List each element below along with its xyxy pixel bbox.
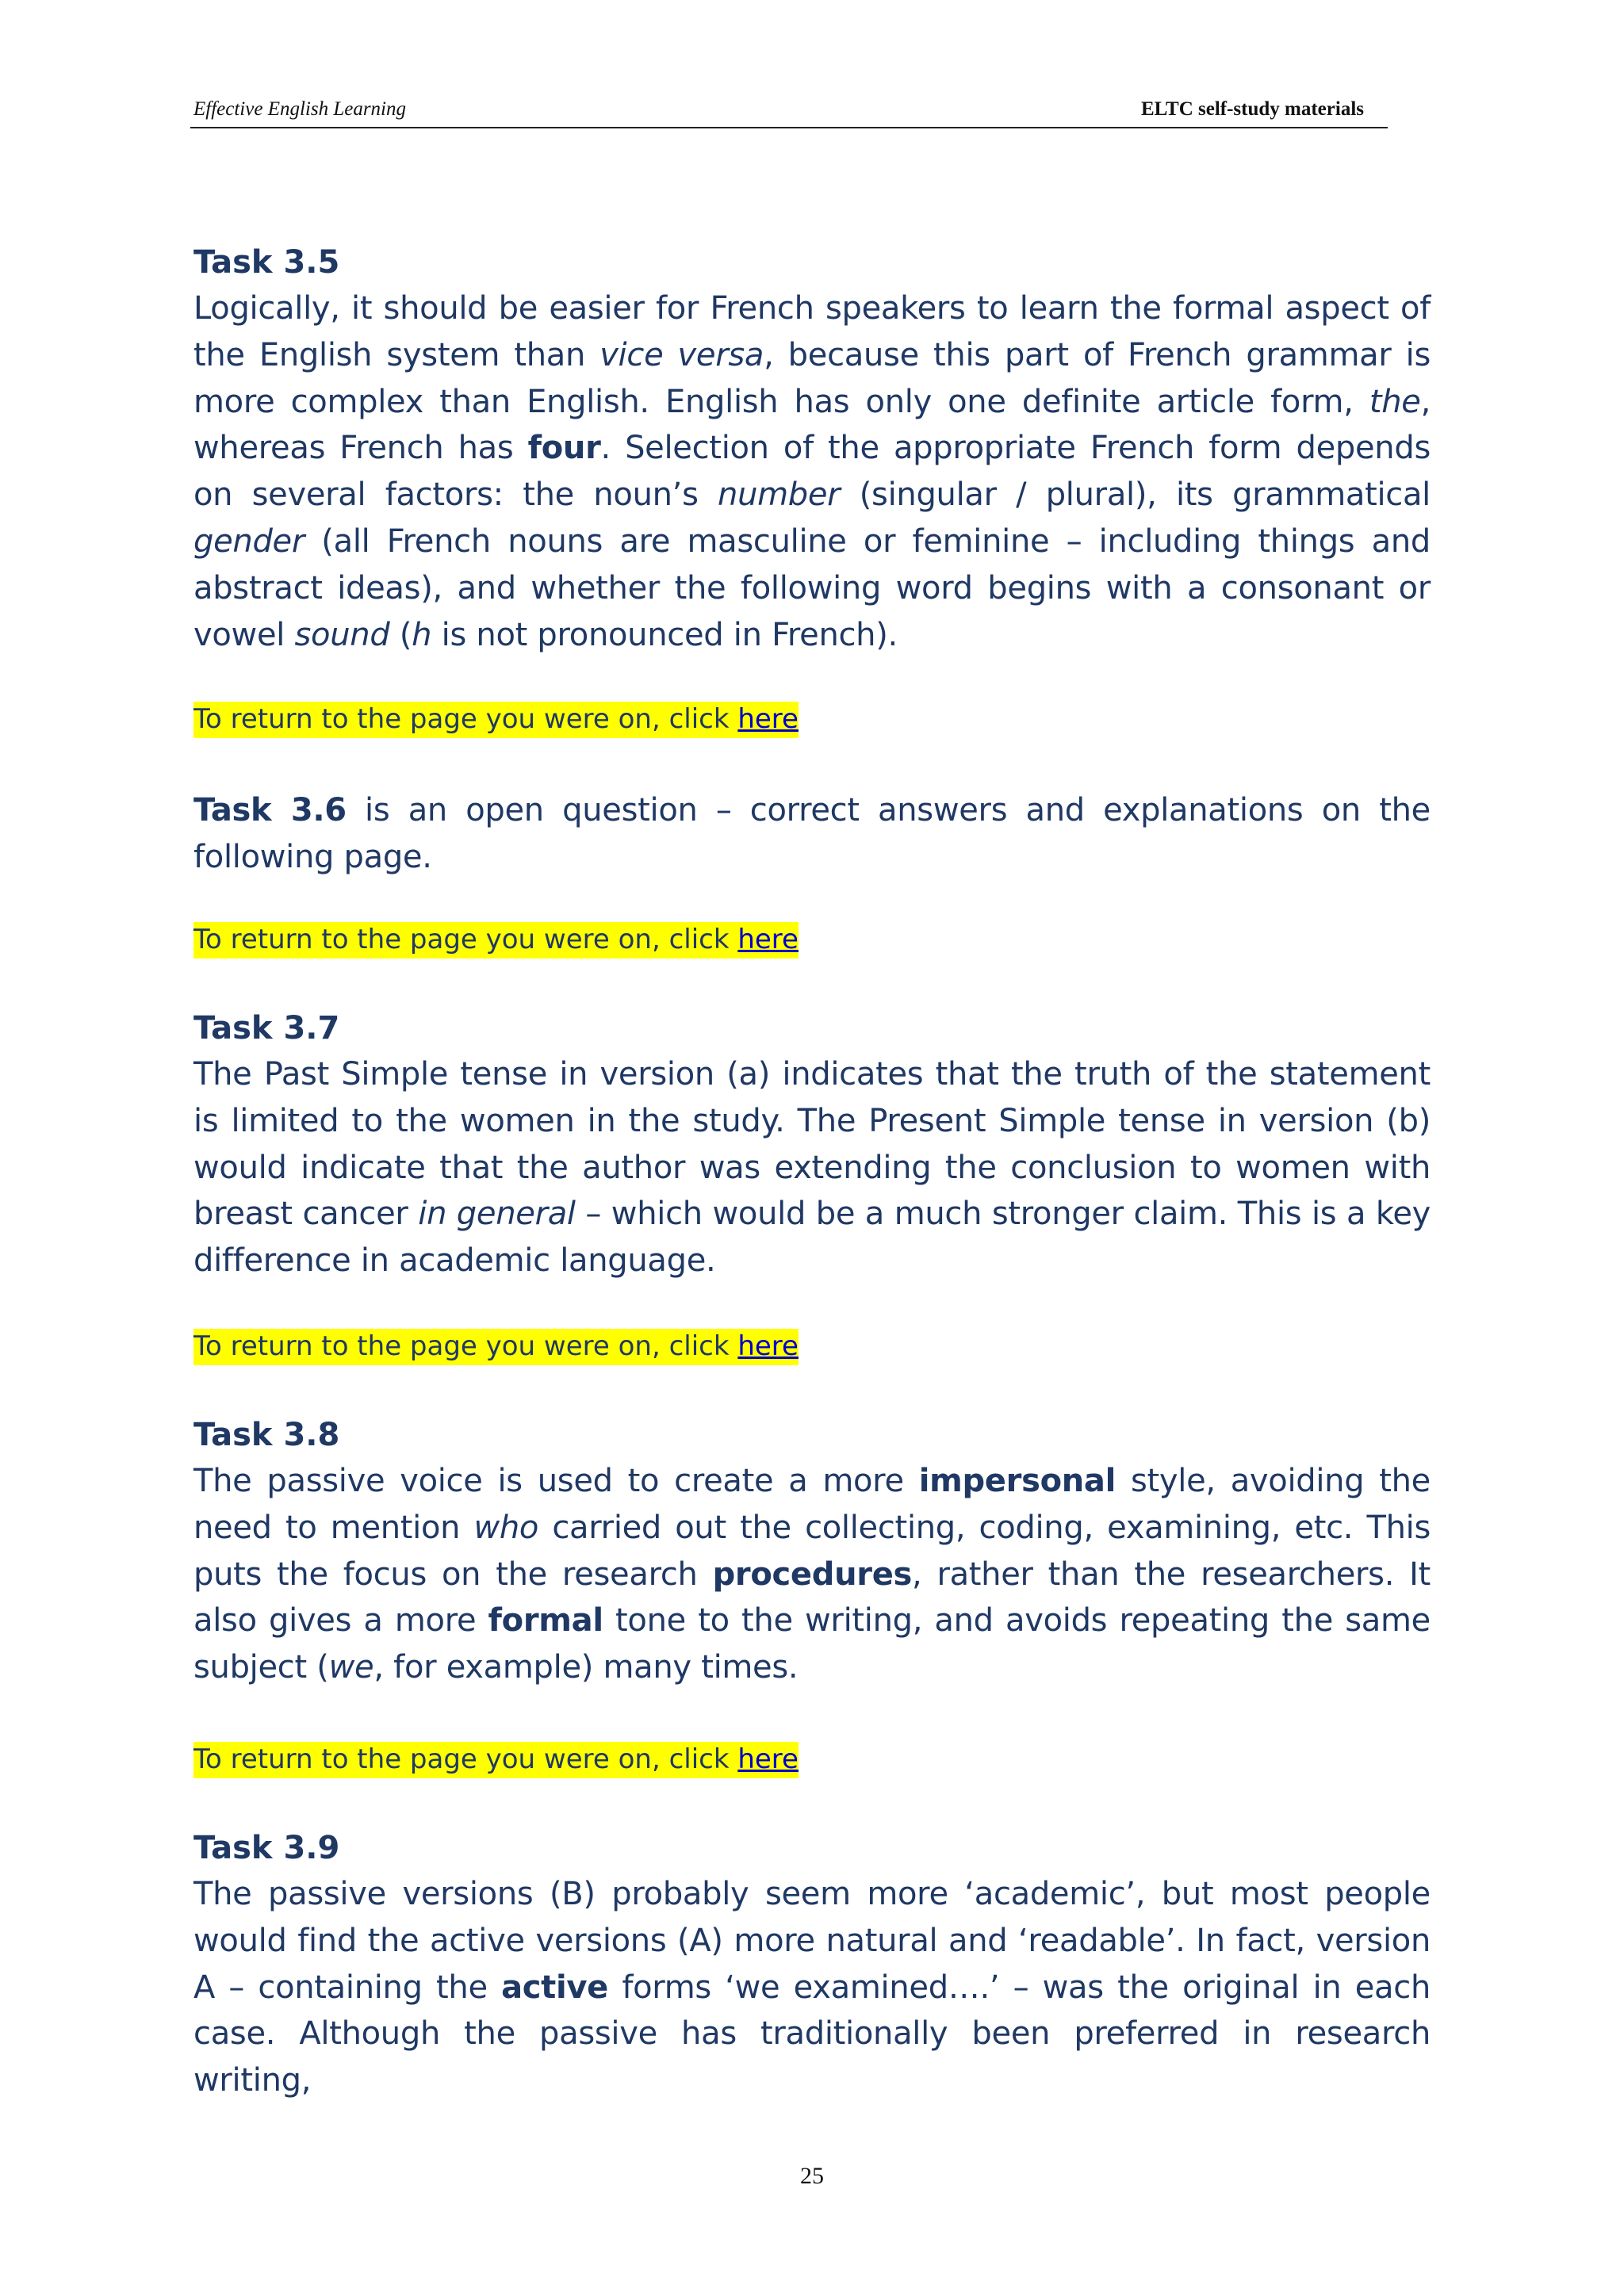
return-here-link[interactable]: here <box>737 703 799 735</box>
task-3-9-title: Task 3.9 <box>193 1830 340 1866</box>
return-here-link[interactable]: here <box>737 1743 799 1775</box>
return-line-4 <box>193 1739 1431 1779</box>
task-3-6-title: Task 3.6 <box>193 792 347 828</box>
page-number: 25 <box>800 2163 824 2189</box>
task-3-8-title: Task 3.8 <box>193 1417 340 1453</box>
task-3-5-paragraph: Logically, it should be easier for French speakers to learn the formal aspect of the English system than vice versa, because this part of French grammar is more complex than English. English has only one definite article form, the, whereas French has four. Selection of the appropriate French form depends on several factors: the noun’s number (singular / plural), its grammatical gender (all French nouns are masculine or feminine – including things and abstract ideas), and whether the following word begins with a consonant or vowel sound (h is not pronounced in French). <box>193 290 1431 653</box>
return-highlight: To return to the page you were on, click here <box>193 1742 799 1778</box>
return-highlight: To return to the page you were on, click here <box>193 1329 799 1365</box>
running-header <box>190 92 1388 128</box>
task-3-7-paragraph: The Past Simple tense in version (a) indicates that the truth of the statement is limited to the women in the study. The Present Simple tense in version (b) would indicate that the author was extending the conclusion to women with breast cancer in general – which would be a much stronger claim. This is a key difference in academic language. <box>193 1056 1431 1280</box>
header-title-right: ELTC self-study materials <box>1140 98 1364 120</box>
return-here-link[interactable]: here <box>737 1330 799 1362</box>
return-highlight: To return to the page you were on, click here <box>193 702 799 738</box>
task-3-5-section <box>193 239 1431 658</box>
task-3-5-title: Task 3.5 <box>193 244 340 281</box>
task-3-8-section <box>193 1412 1431 1691</box>
task-3-9-section <box>193 1825 1431 2104</box>
task-3-9-paragraph: The passive versions (B) probably seem more ‘academic’, but most people would find the active versions (A) more natural and ‘readable’. In fact, version A – containing the active forms ‘we examined….’ – was the original in each case. Although the passive has traditionally been preferred in research writing, <box>193 1876 1431 2099</box>
return-line-2 <box>193 920 1431 959</box>
return-here-link[interactable]: here <box>737 924 799 955</box>
task-3-6-section <box>193 787 1431 881</box>
header-title-left: Effective English Learning <box>193 98 407 120</box>
task-3-7-section <box>193 1005 1431 1284</box>
task-3-8-paragraph: The passive voice is used to create a more impersonal style, avoiding the need to mention who carried out the collecting, coding, examining, etc. This puts the focus on the research procedures, rather than the researchers. It also gives a more formal tone to the writing, and avoids repeating the same subject (we, for example) many times. <box>193 1463 1431 1686</box>
return-line-3 <box>193 1326 1431 1366</box>
return-line-1 <box>193 699 1431 739</box>
return-highlight: To return to the page you were on, click here <box>193 922 799 959</box>
task-3-7-title: Task 3.7 <box>193 1010 340 1047</box>
task-3-6-paragraph: Task 3.6 is an open question – correct answers and explanations on the following page. <box>193 792 1431 875</box>
